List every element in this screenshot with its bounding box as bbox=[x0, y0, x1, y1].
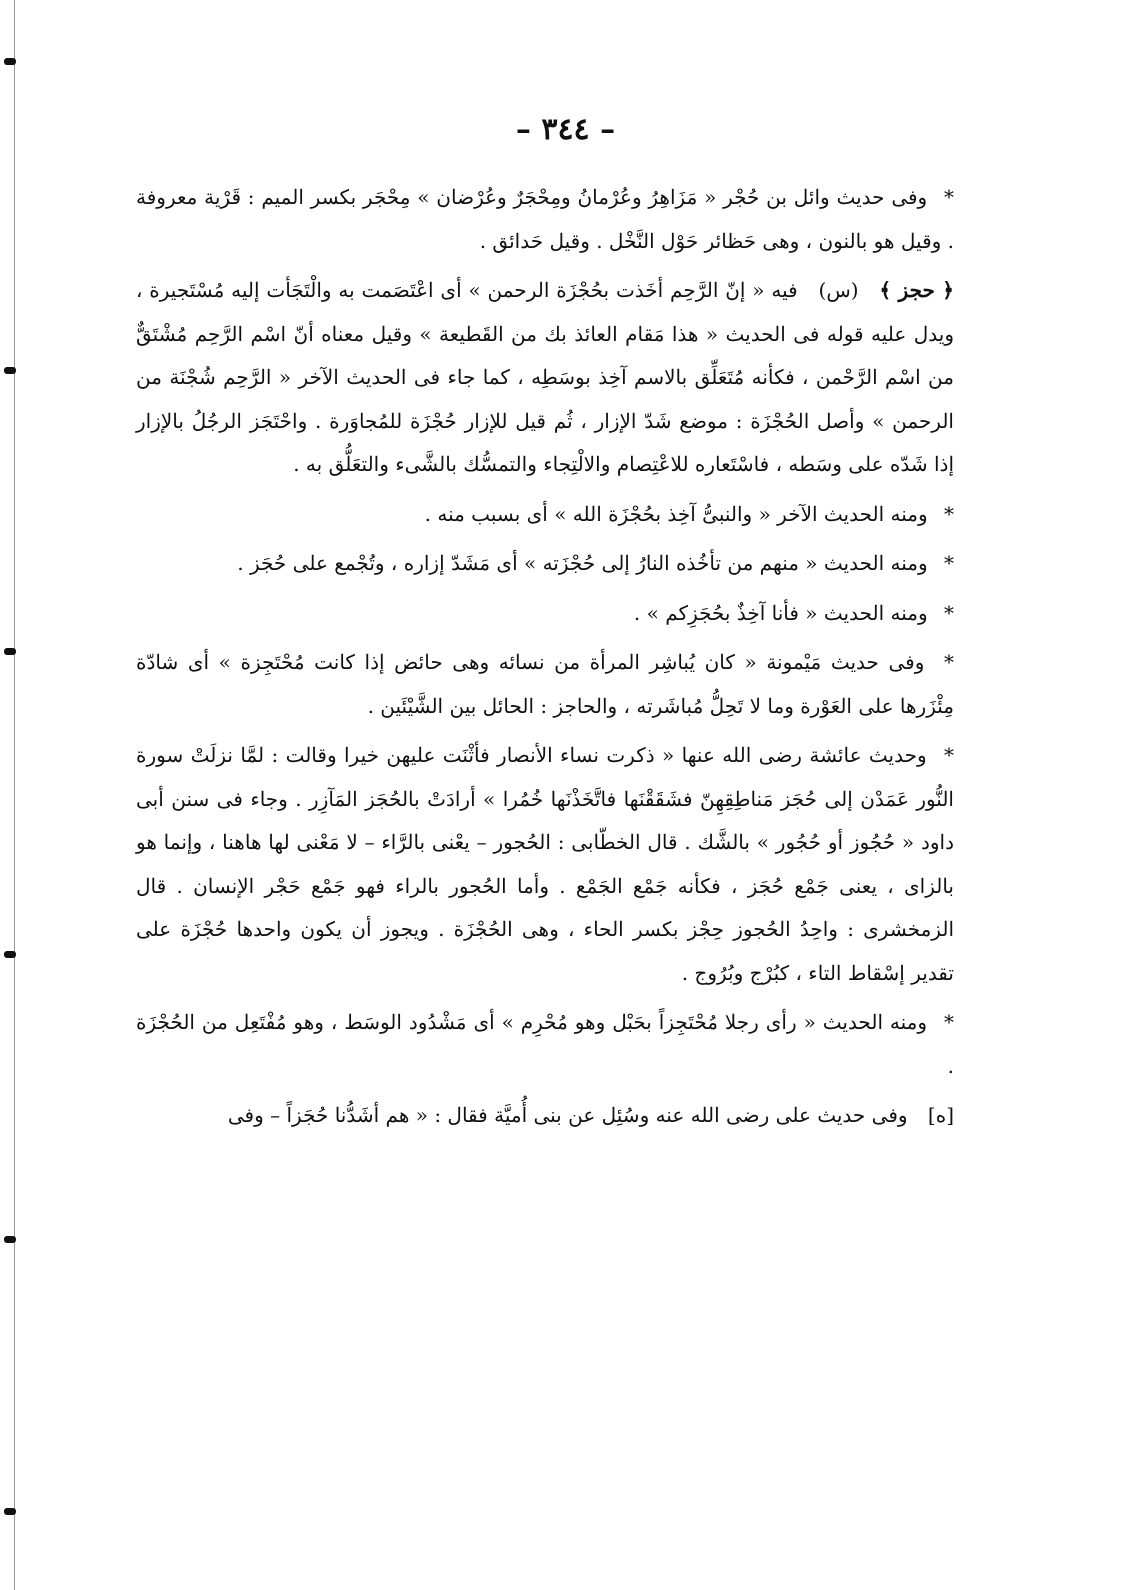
paragraph-text: ومنه الحديث الآخر « والنبىُّ آخِذ بحُجْزَة الله » أى بسبب منه . bbox=[424, 501, 928, 526]
paragraph bbox=[136, 592, 954, 636]
paragraph-text: ومنه الحديث « منهم من تأخُذه النارُ إلى حُجْزَته » أى مَشَدّ إزاره ، وتُجْمع على حُجَز . bbox=[237, 551, 928, 575]
paragraph bbox=[136, 1094, 954, 1138]
paragraph bbox=[136, 493, 954, 537]
paragraph-text: ومنه الحديث « فأنا آخِذٌ بحُجَزِكم » . bbox=[633, 600, 928, 625]
asterisk-marker: * bbox=[944, 1010, 954, 1034]
paragraph-text: ومنه الحديث « رأى رجلا مُحْتَجِزاً بحَبْل وهو مُحْرِم » أى مَشْدُود الوسَط ، وهو مُفْتَعِل من الحُجْزَة . bbox=[136, 1010, 954, 1078]
entry-headword: ﴿ حجز ﴾ bbox=[879, 278, 955, 302]
asterisk-marker: * bbox=[944, 743, 955, 767]
page-edge-line bbox=[14, 0, 15, 1590]
page-number: – ٣٤٤ – bbox=[515, 112, 616, 147]
paragraph bbox=[136, 542, 954, 586]
edge-mark bbox=[4, 951, 16, 958]
paragraph bbox=[136, 1001, 954, 1088]
paragraph-text: وفى حديث وائل بن حُجْر « مَزَاهِرُ وعُرْمانُ ومِحْجَرٌ وعُرْضان » مِحْجَر بكسر الميم : قَرْية معروفة . وقيل هو بالنون ، وهى حَظائر حَوْل النَّخْل . وقيل حَدائق . bbox=[136, 185, 954, 253]
edge-mark bbox=[4, 367, 16, 374]
entry-paragraph bbox=[136, 269, 954, 487]
asterisk-marker: * bbox=[944, 501, 954, 526]
paragraph-text: وفى حديث على رضى الله عنه وسُئِل عن بنى أُميَّة فقال : « هم أشَدُّنا حُجَزاً – وفى bbox=[227, 1103, 908, 1127]
asterisk-marker: * bbox=[944, 600, 954, 625]
paragraph bbox=[136, 641, 954, 728]
edge-mark bbox=[4, 1508, 16, 1515]
asterisk-marker: * bbox=[944, 185, 955, 209]
paragraph bbox=[136, 734, 954, 995]
asterisk-marker: * bbox=[944, 551, 954, 575]
source-marker: [ه] bbox=[927, 1103, 954, 1127]
asterisk-marker: * bbox=[944, 650, 954, 674]
main-text bbox=[136, 176, 954, 1144]
edge-mark bbox=[4, 648, 16, 655]
paragraph-text: وفى حديث مَيْمونة « كان يُباشِر المرأة من نسائه وهى حائض إذا كانت مُحْتَجِزة » أى شادّة مِئْزَرها على العَوْرة وما لا تَحِلُّ مُباشَرته ، والحاجز : الحائل بين الشَّيْئَين . bbox=[136, 650, 954, 718]
edge-mark bbox=[4, 1236, 16, 1243]
source-tag: (س) bbox=[818, 278, 859, 302]
paragraph-text: وحديث عائشة رضى الله عنها « ذكرت نساء الأنصار فأثْنَت عليهن خيرا وقالت : لمَّا نزلَتْ سورة النُّور عَمَدْن إلى حُجَز مَناطِقِهِنّ فشَقَقْنَها فاتَّخَذْنَها خُمُرا » أرادَتْ بالحُجَز المَآزِر . وجاء فى سنن أبى داود « حُجُوز أو حُجُور » بالشَّك . قال الخطّابى : الحُجور – يعْنى بالرَّاء – لا مَعْنى لها هاهنا ، وإنما هو بالزاى ، يعنى جَمْع حُجَز ، فكأنه جَمْع الجَمْع . وأما الحُجور بالراء فهو جَمْع حَجْر الإنسان . قال الزمخشرى : واحِدُ الحُجوز حِجْز بكسر الحاء ، وهى الحُجْزَة . ويجوز أن يكون واحدها حُجْزَة على تقدير إسْقاط التاء ، كبُرْج وبُرُوج . bbox=[136, 743, 954, 985]
paragraph bbox=[136, 176, 954, 263]
edge-mark bbox=[4, 58, 16, 65]
paragraph-text: فيه « إنّ الرَّحِم أخَذت بحُجْزَة الرحمن » أى اعْتَصَمت به والْتَجَأت إليه مُسْتَجيرة ، ويدل عليه قوله فى الحديث « هذا مَقام العائذ بك من القَطيعة » وقيل معناه أنّ اسْم الرَّحِم مُشْتَقٌّ من اسْم الرَّحْمن ، فكأنه مُتَعَلِّق بالاسم آخِذ بوسَطِه ، كما جاء فى الحديث الآخر « الرَّحِم شُجْنَة من الرحمن » وأصل الحُجْزَة : موضع شَدّ الإزار ، ثُم قيل للإزار حُجْزَة للمُجاوَرة . واحْتَجَز الرجُلُ بالإزار إذا شَدّه على وسَطه ، فاسْتَعاره للاعْتِصام والالْتِجاء والتمسُّك بالشَّىء والتعَلُّق به . bbox=[136, 278, 954, 476]
